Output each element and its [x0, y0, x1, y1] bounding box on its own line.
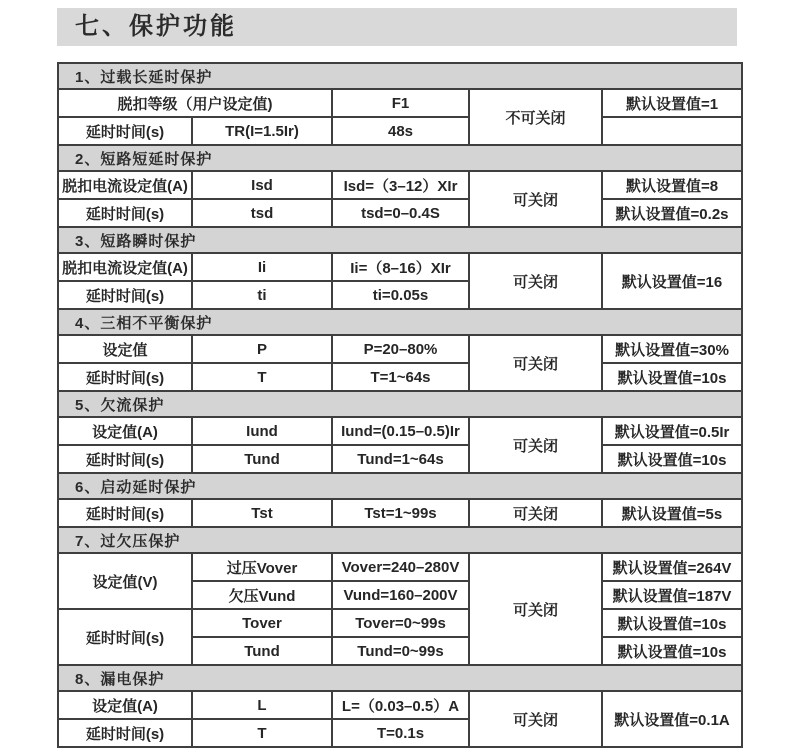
param-label-cell: 延时时间(s) [58, 363, 192, 391]
default-value-cell: 默认设置值=187V [602, 581, 742, 609]
default-value-cell: 默认设置值=10s [602, 363, 742, 391]
default-value-cell: 默认设置值=5s [602, 499, 742, 527]
default-value-cell: 默认设置值=0.1A [602, 691, 742, 747]
default-value-cell: 默认设置值=264V [602, 553, 742, 581]
param-code-cell: Tund [192, 637, 332, 665]
param-range-cell: Tover=0~99s [332, 609, 469, 637]
param-label-cell: 设定值(A) [58, 691, 192, 719]
param-range-cell: Ii=（8–16）XIr [332, 253, 469, 281]
section-header: 5、欠流保护 [58, 391, 742, 417]
param-code-cell: Tst [192, 499, 332, 527]
param-label-cell: 设定值 [58, 335, 192, 363]
default-value-cell: 默认设置值=10s [602, 445, 742, 473]
switchable-cell: 可关闭 [469, 499, 602, 527]
param-label-cell: 脱扣电流设定值(A) [58, 253, 192, 281]
param-range-cell: ti=0.05s [332, 281, 469, 309]
param-range-cell: Tst=1~99s [332, 499, 469, 527]
default-value-cell: 默认设置值=10s [602, 637, 742, 665]
default-value-cell: 默认设置值=16 [602, 253, 742, 309]
param-label-cell: 延时时间(s) [58, 445, 192, 473]
param-range-cell: Tund=0~99s [332, 637, 469, 665]
param-code-cell: tsd [192, 199, 332, 227]
param-code-cell: ti [192, 281, 332, 309]
param-label-cell: 设定值(V) [58, 553, 192, 609]
param-code-cell: L [192, 691, 332, 719]
switchable-cell: 可关闭 [469, 253, 602, 309]
param-range-cell: tsd=0–0.4S [332, 199, 469, 227]
default-value-cell: 默认设置值=1 [602, 89, 742, 117]
param-range-cell: P=20–80% [332, 335, 469, 363]
default-value-cell: 默认设置值=0.5Ir [602, 417, 742, 445]
param-label-cell: 延时时间(s) [58, 117, 192, 145]
default-value-cell [602, 117, 742, 145]
switchable-cell: 可关闭 [469, 691, 602, 747]
section-header: 4、三相不平衡保护 [58, 309, 742, 335]
param-label-cell: 延时时间(s) [58, 499, 192, 527]
section-header: 2、短路短延时保护 [58, 145, 742, 171]
param-code-cell: T [192, 719, 332, 747]
section-header: 1、过载长延时保护 [58, 63, 742, 89]
page-title: 七、保护功能 [57, 8, 737, 46]
param-code-cell: Ii [192, 253, 332, 281]
param-code-cell: Tover [192, 609, 332, 637]
param-code-cell: 欠压Vund [192, 581, 332, 609]
param-range-cell: Isd=（3–12）XIr [332, 171, 469, 199]
param-code-cell: Isd [192, 171, 332, 199]
param-range-cell: T=0.1s [332, 719, 469, 747]
param-range-cell: Tund=1~64s [332, 445, 469, 473]
param-label-cell: 延时时间(s) [58, 281, 192, 309]
param-range-cell: 48s [332, 117, 469, 145]
default-value-cell: 默认设置值=8 [602, 171, 742, 199]
section-header: 8、漏电保护 [58, 665, 742, 691]
param-range-cell: Iund=(0.15–0.5)Ir [332, 417, 469, 445]
switchable-cell: 不可关闭 [469, 89, 602, 145]
switchable-cell: 可关闭 [469, 171, 602, 227]
param-code-cell: T [192, 363, 332, 391]
default-value-cell: 默认设置值=30% [602, 335, 742, 363]
param-label-cell: 设定值(A) [58, 417, 192, 445]
section-header: 3、短路瞬时保护 [58, 227, 742, 253]
param-code-cell: P [192, 335, 332, 363]
switchable-cell: 可关闭 [469, 553, 602, 665]
param-code-cell: Iund [192, 417, 332, 445]
param-code-cell: TR(I=1.5Ir) [192, 117, 332, 145]
param-range-cell: T=1~64s [332, 363, 469, 391]
param-label-cell: 延时时间(s) [58, 199, 192, 227]
default-value-cell: 默认设置值=0.2s [602, 199, 742, 227]
param-code-cell: 过压Vover [192, 553, 332, 581]
section-header: 6、启动延时保护 [58, 473, 742, 499]
param-range-cell: F1 [332, 89, 469, 117]
protection-functions-table [57, 62, 743, 748]
switchable-cell: 可关闭 [469, 335, 602, 391]
param-code-cell: Tund [192, 445, 332, 473]
param-label-cell: 延时时间(s) [58, 719, 192, 747]
switchable-cell: 可关闭 [469, 417, 602, 473]
param-label-cell: 脱扣等级（用户设定值) [58, 89, 332, 117]
param-range-cell: L=（0.03–0.5）A [332, 691, 469, 719]
default-value-cell: 默认设置值=10s [602, 609, 742, 637]
param-label-cell: 延时时间(s) [58, 609, 192, 665]
section-header: 7、过欠压保护 [58, 527, 742, 553]
param-range-cell: Vund=160–200V [332, 581, 469, 609]
param-label-cell: 脱扣电流设定值(A) [58, 171, 192, 199]
param-range-cell: Vover=240–280V [332, 553, 469, 581]
